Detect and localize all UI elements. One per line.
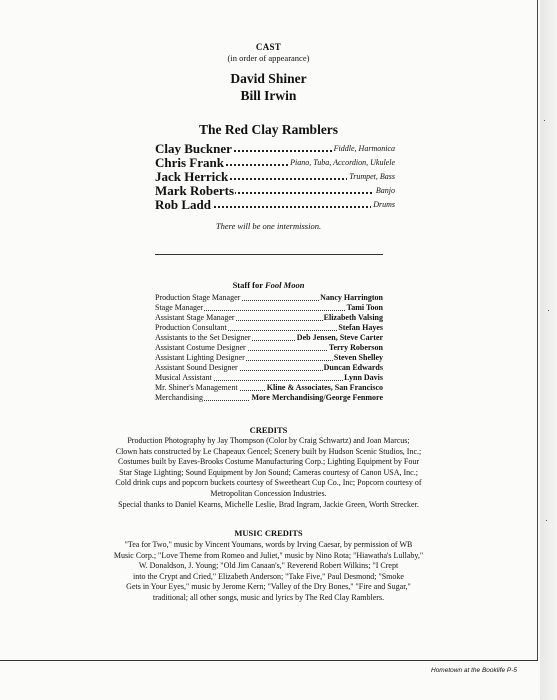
staff-role: Assistant Lighting Designer: [155, 353, 245, 362]
staff-name: Steven Shelley: [333, 353, 383, 362]
page-border-bottom: [0, 660, 538, 661]
music-credits-line: traditional; all other songs, music and lyrics by The Red Clay Ramblers.: [152, 592, 385, 602]
staff-heading: [0, 280, 537, 290]
staff-row: [155, 343, 383, 353]
staff-name: Lynn Davis: [344, 373, 383, 382]
band-member-row: [155, 169, 395, 183]
music-credits-line: "Tea for Two," music by Vincent Youmans, words by Irving Caesar, by permission of WB: [124, 540, 413, 549]
cast-heading: CAST: [255, 42, 282, 52]
credits-line: Star Stage Lighting; Sound Equipment by Jon Sound; Cameras courtesy of Canon USA, Inc.;: [119, 467, 418, 477]
staff-heading-prefix: Staff for: [232, 280, 263, 290]
credits-line: Cold drink cups and popcorn buckets courtesy of Sweetheart Cup Co., Inc; Popcorn courtesy of: [115, 478, 422, 487]
staff-row: [155, 323, 383, 333]
music-credits-text: [0, 540, 537, 603]
band-list: [155, 141, 395, 211]
scan-speck: [546, 520, 547, 521]
band-member-name: Jack Herrick: [155, 169, 229, 183]
band-member-name: Clay Buckner: [155, 141, 232, 155]
staff-role: Mr. Shiner's Management: [155, 383, 238, 392]
band-member-row: [155, 141, 395, 155]
band-member-role: Piano, Tuba, Accordion, Ukulele: [290, 158, 395, 167]
staff-name: Kline & Associates, San Francisco: [266, 383, 383, 392]
staff-row: [155, 353, 383, 363]
band-member-role: Drums: [373, 200, 395, 209]
show-title: Fool Moon: [264, 280, 305, 290]
staff-role: Musical Assistant: [155, 373, 212, 382]
staff-name: Tami Toon: [346, 303, 383, 312]
music-credits-line: Music Corp.; "Love Theme from Romeo and Juliet," music by Nino Rota; "Hiawatha's Lullaby,": [113, 550, 424, 560]
band-member-name: Chris Frank: [155, 155, 224, 169]
staff-row: [155, 373, 383, 383]
staff-row: [155, 293, 383, 303]
intermission-note: There will be one intermission.: [215, 221, 322, 231]
staff-role: Stage Manager: [155, 303, 204, 312]
band-member-row: [155, 197, 395, 211]
staff-name: Elizabeth Valsing: [323, 313, 383, 322]
staff-row: [155, 363, 383, 373]
staff-name: Stefan Hayes: [338, 323, 383, 332]
staff-row: [155, 383, 383, 393]
staff-row: [155, 393, 383, 403]
staff-role: Production Stage Manager: [155, 293, 241, 302]
page-border-right: [537, 0, 538, 660]
music-credits-line: W. Donaldson, J. Young; "Old Jim Canaan's," Reverend Robert Wilkins; "I Crept: [138, 561, 399, 570]
staff-name: Duncan Edwards: [323, 363, 383, 372]
staff-row: [155, 333, 383, 343]
cast-subheading: (in order of appearance): [227, 53, 310, 63]
credits-text: [0, 436, 537, 499]
band-member-row: [155, 183, 395, 197]
credits-heading: CREDITS: [249, 425, 288, 435]
scan-edge: [540, 0, 557, 700]
band-member-row: [155, 155, 395, 169]
music-credits-line: Gets in Your Eyes," music by Jerome Kern; "Valley of the Dry Bones," "Fire and Sugar,": [126, 582, 411, 591]
band-member-role: Fiddle, Harmonica: [333, 144, 395, 153]
performer-name: David Shiner: [230, 71, 307, 86]
credits-line: Costumes built by Eaves-Brooks Costume Manufacturing Corp.; Lighting Equipment by Four: [117, 457, 420, 466]
band-member-role: Trumpet, Bass: [349, 172, 395, 181]
staff-role: Production Consultant: [155, 323, 227, 332]
staff-name: Nancy Harrington: [320, 293, 383, 302]
staff-role: Assistant Costume Designer: [155, 343, 246, 352]
staff-role: Assistants to the Set Designer: [155, 333, 251, 342]
scan-speck: [544, 120, 545, 121]
staff-row: [155, 303, 383, 313]
band-member-name: Mark Roberts: [155, 183, 235, 197]
credits-line: Clown hats constructed by Le Chapeaux Gencel; Scenery built by Hudson Scenic Studios, Inc.;: [115, 446, 422, 456]
credits-line: Production Photography by Jay Thompson (Color by Craig Schwartz) and Joan Marcus;: [127, 436, 410, 445]
staff-name: Terry Roberson: [328, 343, 383, 352]
scan-speck: [548, 310, 549, 311]
credits-line: Metropolitan Concession Industries.: [210, 488, 327, 498]
staff-role: Assistant Sound Designer: [155, 363, 238, 372]
section-divider: [155, 254, 383, 255]
page-footer: Hometown at the Booklife P-5: [431, 667, 517, 674]
band-heading: The Red Clay Ramblers: [198, 122, 339, 137]
staff-name: More Merchandising/George Fenmore: [251, 393, 383, 402]
staff-name: Deb Jensen, Steve Carter: [296, 333, 383, 342]
performer-name: Bill Irwin: [240, 88, 297, 103]
staff-list: [155, 293, 383, 403]
music-credits-heading: MUSIC CREDITS: [234, 528, 303, 538]
band-member-role: Banjo: [375, 186, 395, 195]
staff-role: Merchandising: [155, 393, 203, 402]
staff-row: [155, 313, 383, 323]
music-credits-line: into the Crypt and Cried," Elizabeth Anderson; "Take Five," Paul Desmond; "Smoke: [133, 571, 404, 581]
band-member-name: Rob Ladd: [155, 197, 211, 211]
staff-role: Assistant Stage Manager: [155, 313, 235, 322]
special-thanks: Special thanks to Daniel Kearns, Michelle Leslie, Brad Ingram, Jackie Green, Worth Strecker.: [118, 500, 419, 509]
